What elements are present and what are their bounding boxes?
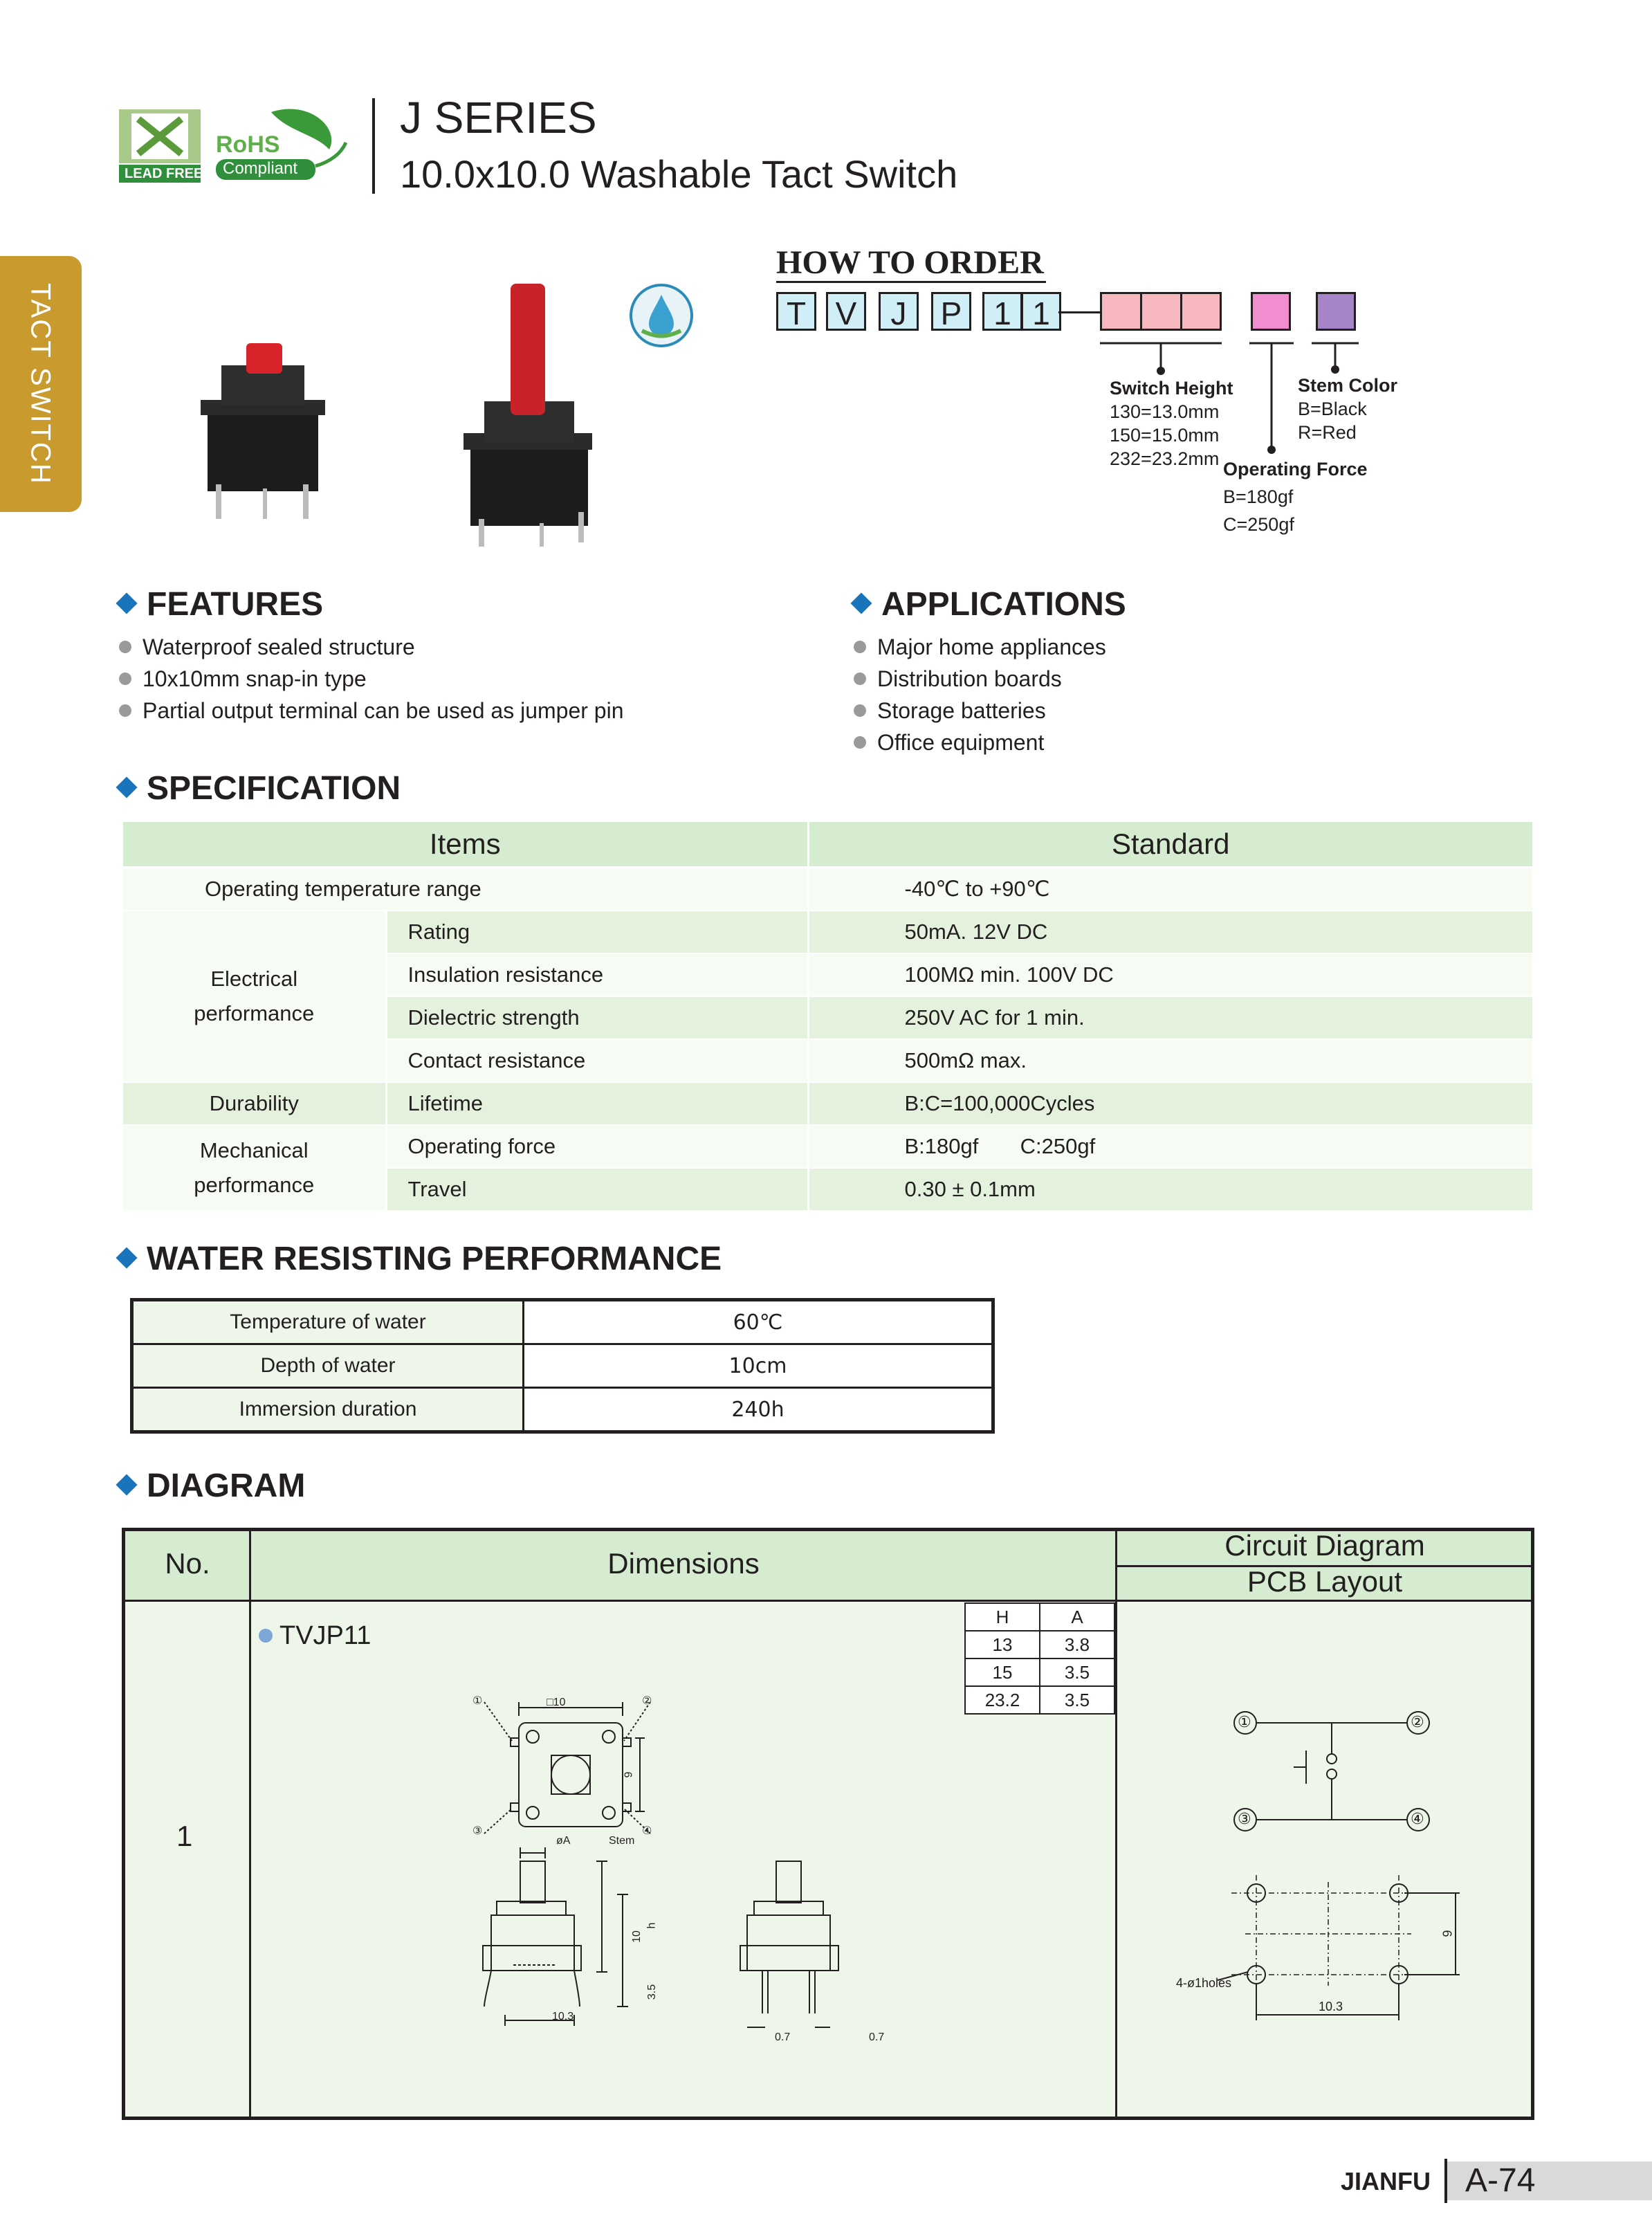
water-value: 240h	[524, 1388, 993, 1432]
ha-row	[965, 1658, 1114, 1686]
how-to-order-title: HOW TO ORDER	[776, 244, 1044, 281]
spec-item: Contact resistance	[386, 1039, 808, 1082]
dim-label: 0.7	[775, 2031, 791, 2043]
application-item: Distribution boards	[854, 663, 1106, 695]
pin-label: ②	[642, 1695, 652, 1707]
circuit-pin-label: ①	[1238, 1713, 1251, 1730]
rohs-label: RoHS	[216, 131, 280, 158]
height-box-divider-1	[1140, 292, 1142, 331]
spec-value: 500mΩ max.	[808, 1039, 1534, 1082]
water-key: Temperature of water	[132, 1300, 524, 1344]
dim-label: h	[645, 1922, 658, 1929]
spec-item: Travel	[386, 1168, 808, 1211]
stem-color-legend	[1298, 374, 1397, 444]
water-row	[132, 1388, 993, 1432]
diagram-col-rule	[1115, 1528, 1117, 2120]
diagram-heading	[119, 1467, 305, 1506]
dim-label: 10.3	[552, 2011, 574, 2022]
application-item: Office equipment	[854, 726, 1106, 758]
dim-label: øA	[556, 1835, 571, 1847]
water-title: WATER RESISTING PERFORMANCE	[147, 1241, 722, 1277]
dimension-drawing	[464, 1674, 906, 2062]
applications-title: APPLICATIONS	[881, 586, 1126, 623]
operating-force-legend	[1223, 455, 1368, 538]
switch-height-title: Switch Height	[1110, 378, 1233, 399]
ha-cell: 3.5	[1040, 1658, 1114, 1686]
order-code-box: T	[776, 292, 816, 331]
ha-header	[965, 1603, 1114, 1631]
diamond-icon	[850, 592, 872, 614]
stem-color-option: R=Red	[1298, 422, 1357, 443]
spec-item: Dielectric strength	[386, 996, 808, 1039]
dim-label: 6	[621, 1771, 634, 1778]
switch-height-legend	[1110, 376, 1233, 470]
spec-group: Mechanical performance	[123, 1125, 386, 1211]
applications-heading	[854, 585, 1126, 624]
spec-item: Rating	[386, 911, 808, 953]
ha-cell: H	[965, 1603, 1040, 1631]
col-pcb: PCB Layout	[1247, 1565, 1403, 1598]
diamond-icon	[116, 776, 137, 798]
spec-row	[123, 868, 1534, 911]
lead-free-label: LEAD FREE	[125, 166, 203, 181]
waterproof-icon	[628, 282, 695, 349]
pcb-width-label: 10.3	[1319, 2000, 1343, 2013]
dim-label: 0.7	[869, 2031, 885, 2043]
application-item: Major home appliances	[854, 631, 1106, 663]
stem-option-box	[1316, 292, 1356, 331]
ha-cell: 23.2	[965, 1686, 1040, 1714]
spec-row	[123, 1125, 1534, 1168]
diamond-icon	[116, 592, 137, 614]
order-code-box: P	[931, 292, 971, 331]
spec-group: Durability	[123, 1082, 386, 1125]
order-code-box: V	[826, 292, 866, 331]
dim-label: Stem	[609, 1835, 635, 1847]
pcb-holes-label: 4-ø1holes	[1176, 1976, 1232, 1990]
spec-value: 100MΩ min. 100V DC	[808, 953, 1534, 996]
water-heading	[119, 1240, 722, 1279]
features-title: FEATURES	[147, 586, 324, 623]
spec-value: B:C=100,000Cycles	[808, 1082, 1534, 1125]
code-connector	[1058, 311, 1100, 313]
ha-row	[965, 1686, 1114, 1714]
spec-group: Electrical performance	[123, 911, 386, 1082]
side-tab-label: TACT SWITCH	[25, 283, 56, 485]
water-table	[130, 1298, 995, 1434]
specification-heading	[119, 769, 401, 808]
page-number: A-74	[1465, 2162, 1536, 2199]
diagram-col-rule	[249, 1528, 251, 2120]
spec-item: Operating force	[386, 1125, 808, 1168]
stem-color-title: Stem Color	[1298, 375, 1398, 396]
spec-item: Operating temperature range	[123, 868, 808, 911]
spec-value: -40℃ to +90℃	[808, 868, 1534, 911]
col-no: No.	[165, 1547, 210, 1580]
model-name: TVJP11	[279, 1621, 371, 1650]
product-subtitle: 10.0x10.0 Washable Tact Switch	[400, 152, 958, 196]
ha-cell: 13	[965, 1631, 1040, 1658]
spec-row	[123, 1082, 1534, 1125]
spec-header-standard: Standard	[808, 822, 1534, 868]
height-box-divider-2	[1180, 292, 1182, 331]
order-code-box: J	[879, 292, 919, 331]
spec-item: Insulation resistance	[386, 953, 808, 996]
product-photos	[187, 284, 602, 547]
operating-force-title: Operating Force	[1223, 459, 1368, 479]
dim-label: 10	[630, 1930, 643, 1943]
col-circuit: Circuit Diagram	[1224, 1529, 1425, 1562]
footer-separator	[1444, 2159, 1447, 2203]
features-list	[119, 631, 624, 726]
spec-value: 250V AC for 1 min.	[808, 996, 1534, 1039]
water-value: 60℃	[524, 1300, 993, 1344]
switch-red-short-image	[201, 343, 325, 519]
force-option-box	[1251, 292, 1291, 331]
spec-header-items: Items	[123, 822, 808, 868]
circuit-pin-label: ②	[1411, 1713, 1424, 1730]
water-value: 10cm	[524, 1344, 993, 1388]
pin-label: ③	[472, 1825, 483, 1837]
h-a-table	[964, 1602, 1115, 1715]
circuit-pin-label: ④	[1411, 1810, 1424, 1827]
circuit-pin-label: ③	[1238, 1810, 1251, 1827]
water-key: Depth of water	[132, 1344, 524, 1388]
spec-value: 50mA. 12V DC	[808, 911, 1534, 953]
feature-item: Waterproof sealed structure	[119, 631, 624, 663]
col-dimensions: Dimensions	[607, 1547, 760, 1580]
switch-height-option: 130=13.0mm	[1110, 401, 1220, 422]
operating-force-option: B=180gf	[1223, 486, 1294, 507]
stem-color-option: B=Black	[1298, 399, 1367, 419]
order-code-box: 1	[1021, 292, 1061, 331]
ha-cell: 3.5	[1040, 1686, 1114, 1714]
diagram-header-rule	[122, 1600, 1534, 1602]
dim-label: 3.5	[646, 1984, 659, 2000]
side-tab	[0, 256, 82, 512]
switch-height-option: 150=15.0mm	[1110, 425, 1220, 446]
header-divider	[372, 98, 375, 194]
row-number: 1	[176, 1820, 193, 1852]
series-title: J SERIES	[400, 93, 597, 143]
applications-list	[854, 631, 1106, 758]
ha-cell: 15	[965, 1658, 1040, 1686]
specification-title: SPECIFICATION	[147, 770, 401, 807]
pcb-height-label: 6	[1440, 1930, 1454, 1937]
compliant-label: Compliant	[223, 159, 298, 178]
spec-header-row	[123, 822, 1534, 868]
water-row	[132, 1344, 993, 1388]
ha-cell: 3.8	[1040, 1631, 1114, 1658]
dim-label: □10	[547, 1697, 566, 1708]
ha-cell: A	[1040, 1603, 1114, 1631]
switch-red-tall-image	[464, 284, 592, 547]
pin-label: ④	[642, 1825, 652, 1837]
bullet-icon	[259, 1629, 273, 1643]
spec-row	[123, 911, 1534, 953]
application-item: Storage batteries	[854, 695, 1106, 726]
specification-table	[123, 822, 1534, 1212]
ha-row	[965, 1631, 1114, 1658]
spec-value: 0.30 ± 0.1mm	[808, 1168, 1534, 1211]
operating-force-option: C=250gf	[1223, 514, 1294, 535]
diamond-icon	[116, 1247, 137, 1268]
spec-value: B:180gf C:250gf	[808, 1125, 1534, 1168]
water-key: Immersion duration	[132, 1388, 524, 1432]
feature-item: Partial output terminal can be used as jumper pin	[119, 695, 624, 726]
diamond-icon	[116, 1474, 137, 1495]
how-to-order-underline	[776, 281, 1046, 283]
height-option-box	[1100, 292, 1222, 331]
water-row	[132, 1300, 993, 1344]
spec-item: Lifetime	[386, 1082, 808, 1125]
diagram-title: DIAGRAM	[147, 1468, 306, 1504]
brand-name: JIANFU	[1341, 2167, 1431, 2195]
pin-label: ①	[472, 1695, 483, 1707]
switch-height-option: 232=23.2mm	[1110, 448, 1220, 469]
feature-item: 10x10mm snap-in type	[119, 663, 624, 695]
features-heading	[119, 585, 323, 624]
order-code-box: 1	[982, 292, 1022, 331]
